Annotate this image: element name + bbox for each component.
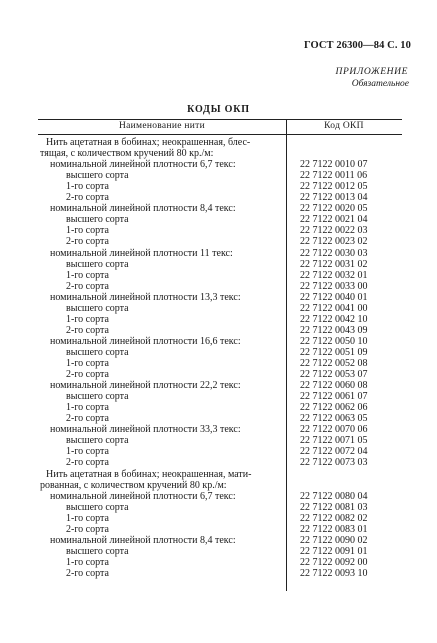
thread-name-cell: 2-го сорта xyxy=(66,192,109,204)
table-row xyxy=(38,325,402,336)
thread-name-cell: 2-го сорта xyxy=(66,369,109,381)
table-row xyxy=(38,513,402,524)
column-header-code: Код ОКП xyxy=(324,121,364,131)
okp-code-cell: 22 7122 0022 03 xyxy=(300,225,368,237)
okp-code-cell: 22 7122 0021 04 xyxy=(300,214,368,226)
thread-name-cell: номинальной линейной плотности 6,7 текс: xyxy=(50,159,236,171)
thread-name-cell: 1-го сорта xyxy=(66,313,109,325)
table-row xyxy=(38,181,402,192)
okp-code-cell: 22 7122 0041 00 xyxy=(300,302,368,314)
table-row xyxy=(38,358,402,369)
okp-code-cell: 22 7122 0033 00 xyxy=(300,280,368,292)
okp-code-cell: 22 7122 0092 00 xyxy=(300,556,368,568)
table-row xyxy=(38,568,402,579)
table-row xyxy=(38,557,402,568)
okp-code-cell: 22 7122 0030 03 xyxy=(300,247,368,259)
table-row xyxy=(38,391,402,402)
thread-name-cell: высшего сорта xyxy=(66,214,129,226)
thread-name-cell: 1-го сорта xyxy=(66,446,109,458)
table-row xyxy=(38,214,402,225)
table-row xyxy=(38,159,402,170)
table-row xyxy=(38,225,402,236)
okp-code-cell: 22 7122 0013 04 xyxy=(300,192,368,204)
thread-name-cell: 2-го сорта xyxy=(66,567,109,579)
thread-name-cell: высшего сорта xyxy=(66,501,129,513)
okp-code-cell: 22 7122 0083 01 xyxy=(300,523,368,535)
table-row xyxy=(38,402,402,413)
table-row xyxy=(38,369,402,380)
thread-name-cell: высшего сорта xyxy=(66,435,129,447)
okp-code-cell: 22 7122 0043 09 xyxy=(300,324,368,336)
thread-name-cell: номинальной линейной плотности 11 текс: xyxy=(50,247,233,259)
okp-code-cell: 22 7122 0061 07 xyxy=(300,391,368,403)
thread-name-cell: тящая, с количеством кручений 80 кр./м: xyxy=(40,148,214,160)
okp-code-cell: 22 7122 0081 03 xyxy=(300,501,368,513)
thread-name-cell: 2-го сорта xyxy=(66,413,109,425)
table-row xyxy=(38,248,402,259)
table-row xyxy=(38,524,402,535)
okp-code-cell: 22 7122 0093 10 xyxy=(300,567,368,579)
okp-code-cell: 22 7122 0011 06 xyxy=(300,170,368,182)
table-row xyxy=(38,137,402,148)
table-row xyxy=(38,259,402,270)
thread-name-cell: 1-го сорта xyxy=(66,181,109,193)
table-row xyxy=(38,314,402,325)
table-row xyxy=(38,347,402,358)
thread-name-cell: 1-го сорта xyxy=(66,358,109,369)
thread-name-cell: высшего сорта xyxy=(66,346,129,358)
okp-code-cell: 22 7122 0063 05 xyxy=(300,413,368,425)
table-row xyxy=(38,203,402,214)
table-row xyxy=(38,270,402,281)
okp-code-cell: 22 7122 0091 01 xyxy=(300,545,368,557)
okp-code-cell: 22 7122 0080 04 xyxy=(300,490,368,502)
table-row xyxy=(38,435,402,446)
thread-name-cell: 1-го сорта xyxy=(66,225,109,237)
okp-code-cell: 22 7122 0062 06 xyxy=(300,402,368,414)
column-header-name: Наименование нити xyxy=(118,121,206,131)
thread-name-cell: номинальной линейной плотности 13,3 текс: xyxy=(50,291,241,303)
thread-name-cell: 1-го сорта xyxy=(66,269,109,281)
okp-code-cell: 22 7122 0090 02 xyxy=(300,534,368,546)
table-row xyxy=(38,336,402,347)
table-header-rule xyxy=(38,134,402,135)
thread-name-cell: 1-го сорта xyxy=(66,556,109,568)
thread-name-cell: 2-го сорта xyxy=(66,324,109,336)
thread-name-cell: высшего сорта xyxy=(66,258,129,270)
table-row xyxy=(38,446,402,457)
okp-code-cell: 22 7122 0050 10 xyxy=(300,335,368,347)
okp-code-cell: 22 7122 0051 09 xyxy=(300,346,368,358)
okp-code-cell: 22 7122 0072 04 xyxy=(300,446,368,458)
table-row xyxy=(38,480,402,491)
table-row xyxy=(38,148,402,159)
standard-page-header: ГОСТ 26300—84 С. 10 xyxy=(303,40,411,51)
table-row xyxy=(38,535,402,546)
thread-name-cell: номинальной линейной плотности 8,4 текс: xyxy=(50,534,236,546)
thread-name-cell: 2-го сорта xyxy=(66,523,109,535)
okp-code-cell: 22 7122 0023 02 xyxy=(300,236,368,248)
thread-name-cell: номинальной линейной плотности 6,7 текс: xyxy=(50,490,236,502)
okp-code-cell: 22 7122 0012 05 xyxy=(300,181,368,193)
table-top-rule xyxy=(38,119,402,120)
table-row xyxy=(38,469,402,480)
table-row xyxy=(38,170,402,181)
okp-code-cell: 22 7122 0082 02 xyxy=(300,512,368,524)
document-title: КОДЫ ОКП xyxy=(187,104,250,115)
thread-name-cell: номинальной линейной плотности 22,2 текс: xyxy=(50,380,241,392)
thread-name-cell: Нить ацетатная в бобинах; неокрашенная, мати- xyxy=(46,468,252,480)
table-row xyxy=(38,502,402,513)
okp-codes-table xyxy=(38,119,402,591)
table-row xyxy=(38,457,402,468)
thread-name-cell: высшего сорта xyxy=(66,391,129,403)
table-row xyxy=(38,192,402,203)
table-row xyxy=(38,380,402,391)
okp-code-cell: 22 7122 0070 06 xyxy=(300,424,368,436)
table-row xyxy=(38,236,402,247)
thread-name-cell: номинальной линейной плотности 16,6 текс: xyxy=(50,335,241,347)
okp-code-cell: 22 7122 0032 01 xyxy=(300,269,368,281)
table-row xyxy=(38,281,402,292)
table-row xyxy=(38,303,402,314)
thread-name-cell: номинальной линейной плотности 8,4 текс: xyxy=(50,203,236,215)
thread-name-cell: высшего сорта xyxy=(66,170,129,182)
okp-code-cell: 22 7122 0020 05 xyxy=(300,203,368,215)
okp-code-cell: 22 7122 0060 08 xyxy=(300,380,368,392)
thread-name-cell: 1-го сорта xyxy=(66,512,109,524)
table-row xyxy=(38,424,402,435)
okp-code-cell: 22 7122 0042 10 xyxy=(300,313,368,325)
thread-name-cell: высшего сорта xyxy=(66,302,129,314)
table-row xyxy=(38,491,402,502)
okp-code-cell: 22 7122 0040 01 xyxy=(300,291,368,303)
thread-name-cell: 2-го сорта xyxy=(66,236,109,248)
table-row xyxy=(38,413,402,424)
okp-code-cell: 22 7122 0010 07 xyxy=(300,159,368,171)
thread-name-cell: 2-го сорта xyxy=(66,457,109,469)
appendix-status: Обязательное xyxy=(351,79,409,89)
thread-name-cell: 1-го сорта xyxy=(66,402,109,414)
okp-code-cell: 22 7122 0071 05 xyxy=(300,435,368,447)
thread-name-cell: высшего сорта xyxy=(66,545,129,557)
okp-code-cell: 22 7122 0073 03 xyxy=(300,457,368,469)
appendix-label: ПРИЛОЖЕНИЕ xyxy=(335,67,408,77)
okp-code-cell: 22 7122 0053 07 xyxy=(300,369,368,381)
thread-name-cell: номинальной линейной плотности 33,3 текс: xyxy=(50,424,241,436)
thread-name-cell: Нить ацетатная в бобинах; неокрашенная, блес- xyxy=(46,137,251,148)
okp-code-cell: 22 7122 0052 08 xyxy=(300,358,368,369)
table-row xyxy=(38,546,402,557)
okp-code-cell: 22 7122 0031 02 xyxy=(300,258,368,270)
thread-name-cell: 2-го сорта xyxy=(66,280,109,292)
thread-name-cell: рованная, с количеством кручений 80 кр./м: xyxy=(40,479,227,491)
table-row xyxy=(38,292,402,303)
